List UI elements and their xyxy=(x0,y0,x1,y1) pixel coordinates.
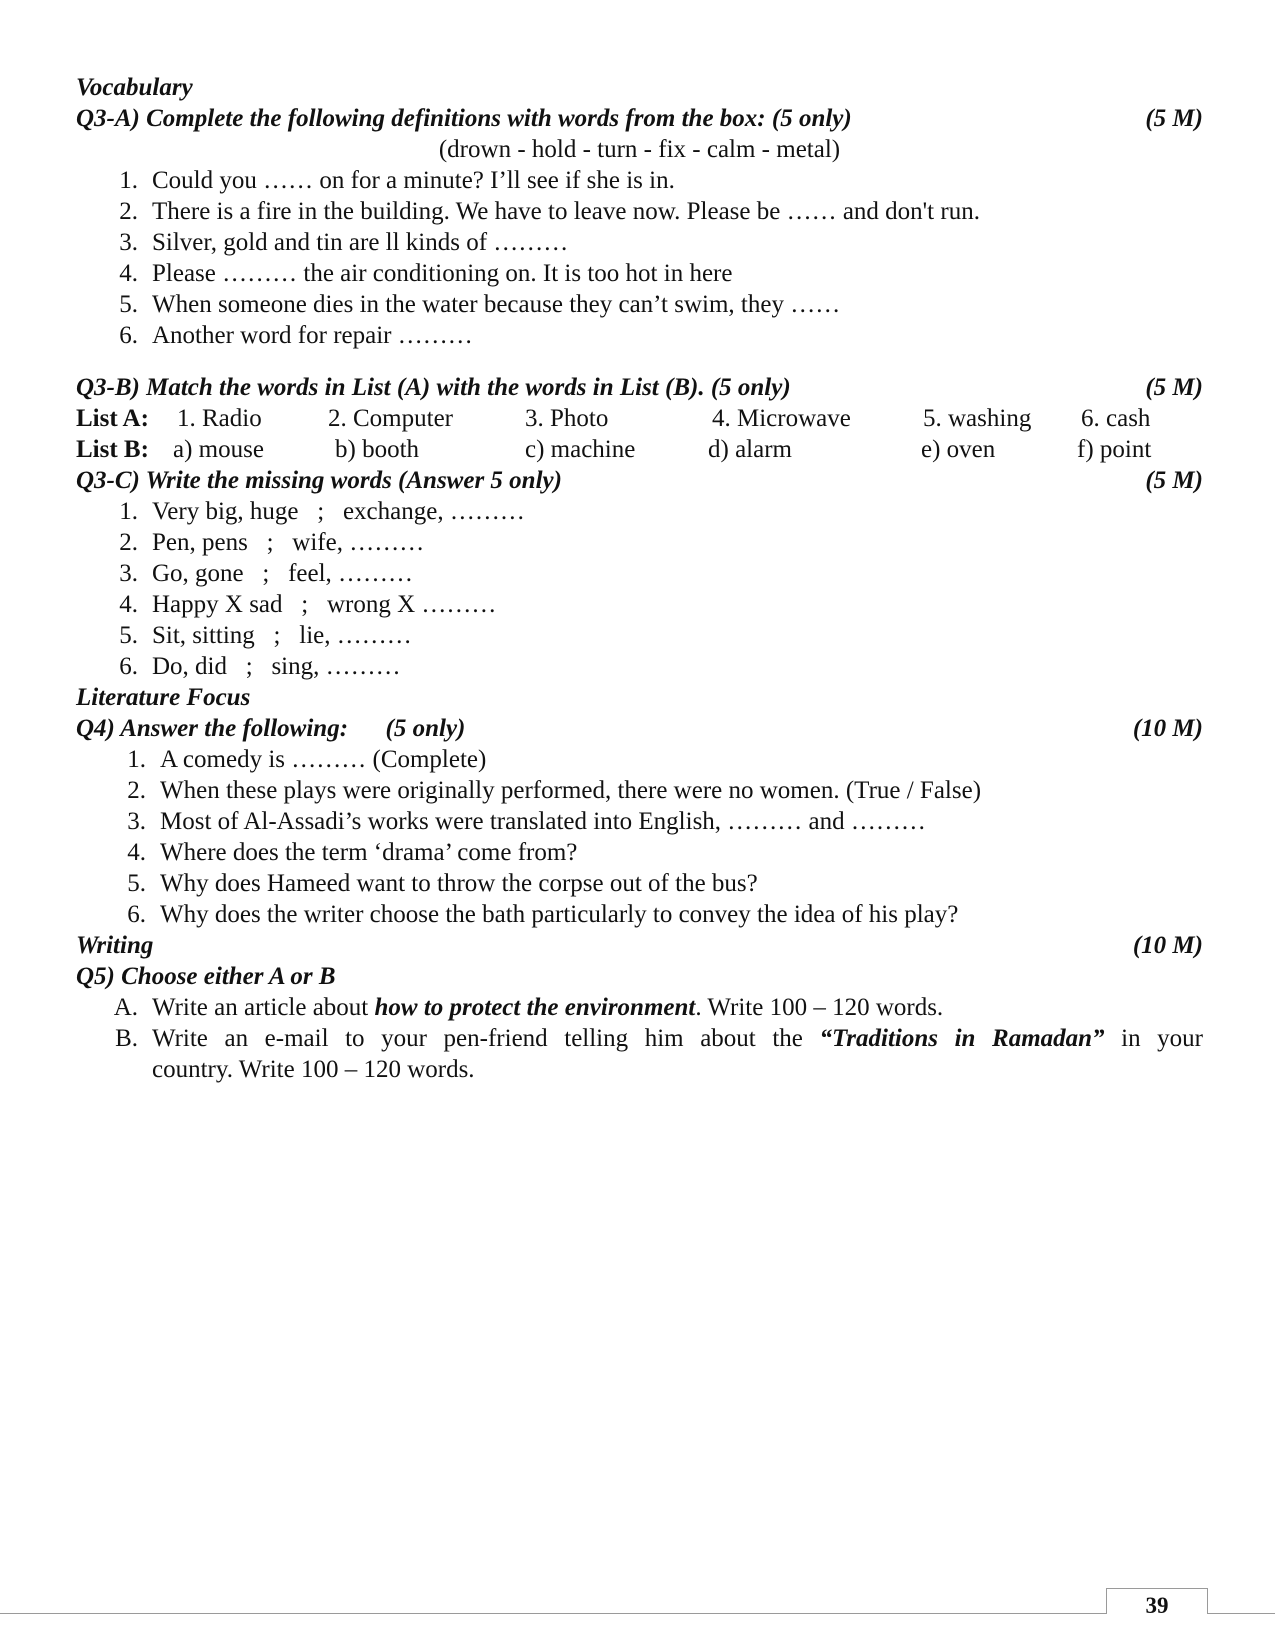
section-gap xyxy=(76,351,1203,372)
q4-header xyxy=(76,713,1203,744)
writing-heading: Writing xyxy=(76,932,154,959)
option-topic: how to protect the environment xyxy=(374,994,696,1021)
option-letter: B. xyxy=(115,1025,138,1052)
item-text: Why does Hameed want to throw the corpse out of the bus? xyxy=(160,870,758,897)
item-number: 3. xyxy=(119,560,138,587)
item-text: Why does the writer choose the bath particularly to convey the idea of his play? xyxy=(160,901,959,928)
list-a-item: 2. Computer xyxy=(328,405,453,432)
writing-header xyxy=(76,930,1203,961)
option-text: Write an article about xyxy=(152,994,375,1021)
item-number: 1. xyxy=(119,167,138,194)
list-item xyxy=(76,806,1203,837)
page-number: 39 xyxy=(1106,1588,1208,1614)
item-number: 2. xyxy=(127,777,146,804)
option-topic: “Traditions in Ramadan” xyxy=(819,1025,1105,1052)
list-b-item: a) mouse xyxy=(173,436,264,463)
q3b-marks: (5 M) xyxy=(1145,374,1203,401)
q5-option-b xyxy=(76,1023,1203,1054)
writing-marks: (10 M) xyxy=(1132,932,1203,959)
list-b-item: b) booth xyxy=(335,436,420,463)
item-number: 4. xyxy=(127,839,146,866)
item-text: Sit, sitting ; lie, ……… xyxy=(152,622,412,649)
item-number: 3. xyxy=(119,229,138,256)
item-text: A comedy is ……… (Complete) xyxy=(160,746,487,773)
exam-page xyxy=(76,72,1203,1085)
list-b-row xyxy=(76,434,1203,465)
item-text: When these plays were originally performed, there were no women. (True / False) xyxy=(160,777,982,804)
list-b-item: f) point xyxy=(1077,436,1152,463)
q3a-title: Q3-A) Complete the following definitions with words from the box: (5 only) xyxy=(76,105,852,132)
q3b-title: Q3-B) Match the words in List (A) with the words in List (B). (5 only) xyxy=(76,374,791,401)
q3a-marks: (5 M) xyxy=(1145,105,1203,132)
list-a-item: 1. Radio xyxy=(177,405,262,432)
option-text: . Write 100 – 120 words. xyxy=(695,994,944,1021)
list-item xyxy=(76,527,1203,558)
list-item xyxy=(76,496,1203,527)
q5-option-a xyxy=(76,992,1203,1023)
list-b-item: c) machine xyxy=(525,436,636,463)
list-item xyxy=(76,165,1203,196)
item-number: 5. xyxy=(127,870,146,897)
list-a-row xyxy=(76,403,1203,434)
q4-marks: (10 M) xyxy=(1132,715,1203,742)
item-text: Silver, gold and tin are ll kinds of ……… xyxy=(152,229,569,256)
q3b-header xyxy=(76,372,1203,403)
item-number: 1. xyxy=(127,746,146,773)
item-number: 6. xyxy=(119,653,138,680)
list-b-item: e) oven xyxy=(921,436,996,463)
item-text: Could you …… on for a minute? I’ll see if she is in. xyxy=(152,167,675,194)
list-item xyxy=(76,320,1203,351)
item-text: Happy X sad ; wrong X ……… xyxy=(152,591,497,618)
item-number: 1. xyxy=(119,498,138,525)
item-number: 5. xyxy=(119,622,138,649)
option-b-line1 xyxy=(152,1023,1203,1054)
item-text: Very big, huge ; exchange, ……… xyxy=(152,498,525,525)
item-number: 4. xyxy=(119,260,138,287)
list-item xyxy=(76,837,1203,868)
list-b-item: d) alarm xyxy=(708,436,792,463)
q3c-title: Q3-C) Write the missing words (Answer 5 only) xyxy=(76,467,562,494)
vocabulary-heading: Vocabulary xyxy=(76,74,193,101)
list-item xyxy=(76,258,1203,289)
q5-title: Q5) Choose either A or B xyxy=(76,963,336,990)
q3a-header xyxy=(76,103,1203,134)
item-number: 2. xyxy=(119,198,138,225)
list-a-item: 6. cash xyxy=(1081,405,1151,432)
option-letter: A. xyxy=(113,994,138,1021)
option-text: Write an e-mail to your pen-friend telling him about the xyxy=(152,1025,820,1052)
item-text: There is a fire in the building. We have to leave now. Please be …… and don't run. xyxy=(152,198,980,225)
item-text: Most of Al-Assadi’s works were translated into English, ……… and ……… xyxy=(160,808,926,835)
item-text: Do, did ; sing, ……… xyxy=(152,653,401,680)
list-item xyxy=(76,620,1203,651)
list-item xyxy=(76,227,1203,258)
item-number: 3. xyxy=(127,808,146,835)
item-text: Please ……… the air conditioning on. It is too hot in here xyxy=(152,260,733,287)
list-a-item: 4. Microwave xyxy=(712,405,851,432)
option-b-line2: country. Write 100 – 120 words. xyxy=(152,1056,475,1083)
item-text: When someone dies in the water because they can’t swim, they …… xyxy=(152,291,841,318)
item-number: 4. xyxy=(119,591,138,618)
list-item xyxy=(76,744,1203,775)
q3a-word-box: (drown - hold - turn - fix - calm - metal) xyxy=(438,136,841,163)
item-text: Another word for repair ……… xyxy=(152,322,473,349)
item-number: 6. xyxy=(127,901,146,928)
item-text: Go, gone ; feel, ……… xyxy=(152,560,414,587)
list-item xyxy=(76,775,1203,806)
list-b-label: List B: xyxy=(76,436,149,463)
list-a-item: 5. washing xyxy=(923,405,1032,432)
option-text: in your xyxy=(1104,1025,1203,1052)
q4-title: Q4) Answer the following: (5 only) xyxy=(76,715,466,742)
list-item xyxy=(76,289,1203,320)
item-text: Pen, pens ; wife, ……… xyxy=(152,529,425,556)
footer-rule xyxy=(0,1613,1275,1614)
item-number: 6. xyxy=(119,322,138,349)
list-a-label: List A: xyxy=(76,405,149,432)
item-text: Where does the term ‘drama’ come from? xyxy=(160,839,578,866)
list-item xyxy=(76,196,1203,227)
list-item xyxy=(76,558,1203,589)
list-item xyxy=(76,651,1203,682)
item-number: 2. xyxy=(119,529,138,556)
list-item xyxy=(76,868,1203,899)
list-item xyxy=(76,899,1203,930)
list-a-item: 3. Photo xyxy=(525,405,609,432)
q3c-header xyxy=(76,465,1203,496)
q3c-marks: (5 M) xyxy=(1145,467,1203,494)
item-number: 5. xyxy=(119,291,138,318)
literature-heading: Literature Focus xyxy=(76,684,251,711)
list-item xyxy=(76,589,1203,620)
